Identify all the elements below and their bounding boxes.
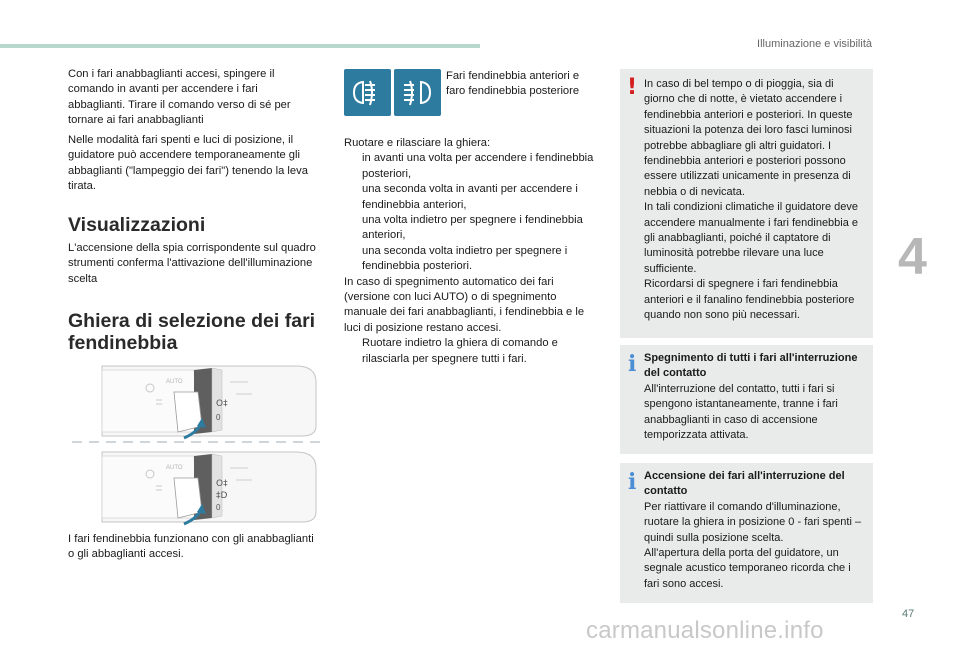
warning-text: In caso di bel tempo o di pioggia, sia di giorno che di notte, è vietato accendere i fendinebbia anteriori e posteriori. In queste situazioni la potenza dei loro fasci luminosi potrebbe abbagliare gli altri guidatori. I fendinebbia anteriori e posteriori possono essere utilizzati unicamente in presenza di nebbia o di nevicata. In tali condizioni climatiche il guidatore deve accendere manualmente i fari fendinebbia e gli anabbaglianti, poiché il captatore di luminosità potrebbe rilevare una luce sufficiente. Ricordarsi di spegnere i fari fendinebbia anteriori e il fanalino fendinebbia posteriore quando non sono più necessari. — [644, 78, 859, 322]
heading-ghiera: Ghiera di selezione dei fari fendinebbia — [68, 310, 316, 354]
list-item — [344, 213, 594, 244]
list-item — [344, 151, 594, 182]
header-accent-bar — [0, 44, 480, 48]
svg-text:O‡: O‡ — [216, 399, 228, 409]
fog-ring-illustration — [66, 362, 328, 528]
bullet-marker — [344, 336, 362, 367]
paragraph-indicator: L'accensione della spia corrispondente sul quadro strumenti conferma l'attivazione dell'illuminazione scelta — [68, 242, 316, 285]
info-title: Spegnimento di tutti i fari all'interruzione del contatto — [644, 352, 858, 380]
caption-fog-lights: I fari fendinebbia funzionano con gli anabbaglianti o gli abbaglianti accesi. — [68, 533, 314, 561]
warning-icon: ! — [627, 75, 638, 100]
list-item-text: una seconda volta in avanti per accendere i fendinebbia anteriori, — [362, 183, 578, 211]
auto-switch-off-text: In caso di spegnimento automatico dei fari (versione con luci AUTO) o di spegnimento manuale dei fari anabbaglianti, i fendinebbia e le luci di posizione restano accesi. — [344, 275, 585, 334]
info-box-switch-off — [620, 345, 873, 454]
list-item-text: una volta indietro per spegnere i fendinebbia anteriori, — [362, 214, 583, 242]
watermark: carmanualsonline.info — [586, 617, 824, 644]
stalk-auto-label: AUTO — [166, 465, 183, 471]
stalk-illustration-bottom — [102, 452, 316, 524]
list-item — [344, 244, 594, 275]
info-text: Per riattivare il comando d'illuminazione, ruotare la ghiera in posizione 0 - fari spenti – quindi sulla posizione scelta. All'apertura della porta del guidatore, un segnale acustico temporaneo ricorda che i fari sono accesi. — [644, 500, 862, 590]
fog-ring-instructions — [344, 136, 594, 367]
list-item-text: una seconda volta indietro per spegnere i fendinebbia posteriori. — [362, 244, 568, 273]
fog-icons-caption: Fari fendinebbia anteriori e faro fendinebbia posteriore — [446, 70, 580, 98]
list-item-text: Ruotare indietro la ghiera di comando e rilasciarla per spegnere tutti i fari. — [362, 337, 558, 365]
paragraph-high-beam: Con i fari anabbaglianti accesi, spingere il comando in avanti per accendere i fari abbaglianti. Tirare il comando verso di sé per tornare ai fari anabbaglianti — [68, 68, 291, 127]
list-item — [344, 336, 594, 367]
list-item-text: in avanti una volta per accendere i fendinebbia posteriori, — [362, 152, 594, 180]
heading-visualizzazioni: Visualizzazioni — [68, 214, 206, 236]
instructions-intro: Ruotare e rilasciare la ghiera: — [344, 137, 491, 149]
info-text: All'interruzione del contatto, tutti i fari si spengono istantaneamente, tranne i fari anabbaglianti in caso di accensione temporizzata attivata. — [644, 382, 838, 442]
info-title: Accensione dei fari all'interruzione del contatto — [644, 470, 845, 498]
svg-text:‡D: ‡D — [216, 491, 228, 501]
front-fog-icon — [394, 69, 441, 116]
paragraph-flash: Nelle modalità fari spenti e luci di posizione, il guidatore può accendere temporaneamente gli abbaglianti ("lampeggio dei fari") tenendo la leva tirata. — [68, 134, 308, 193]
info-icon: i — [628, 351, 637, 377]
info-box-switch-on — [620, 463, 873, 603]
info-icon: i — [628, 469, 637, 495]
rear-fog-icon — [344, 69, 391, 116]
stalk-auto-label: AUTO — [166, 379, 183, 385]
stalk-illustration-top — [102, 366, 316, 438]
section-title: Illuminazione e visibilità — [757, 38, 872, 50]
chapter-number: 4 — [898, 228, 927, 286]
bullet-marker — [344, 151, 362, 182]
bullet-marker — [344, 244, 362, 275]
bullet-marker — [344, 182, 362, 213]
page-number: 47 — [902, 608, 915, 620]
bullet-marker — [344, 213, 362, 244]
warning-box — [620, 69, 873, 338]
ring-position-zero: 0 — [216, 413, 221, 422]
list-item — [344, 182, 594, 213]
ring-position-zero: 0 — [216, 503, 221, 512]
svg-text:O‡: O‡ — [216, 479, 228, 489]
